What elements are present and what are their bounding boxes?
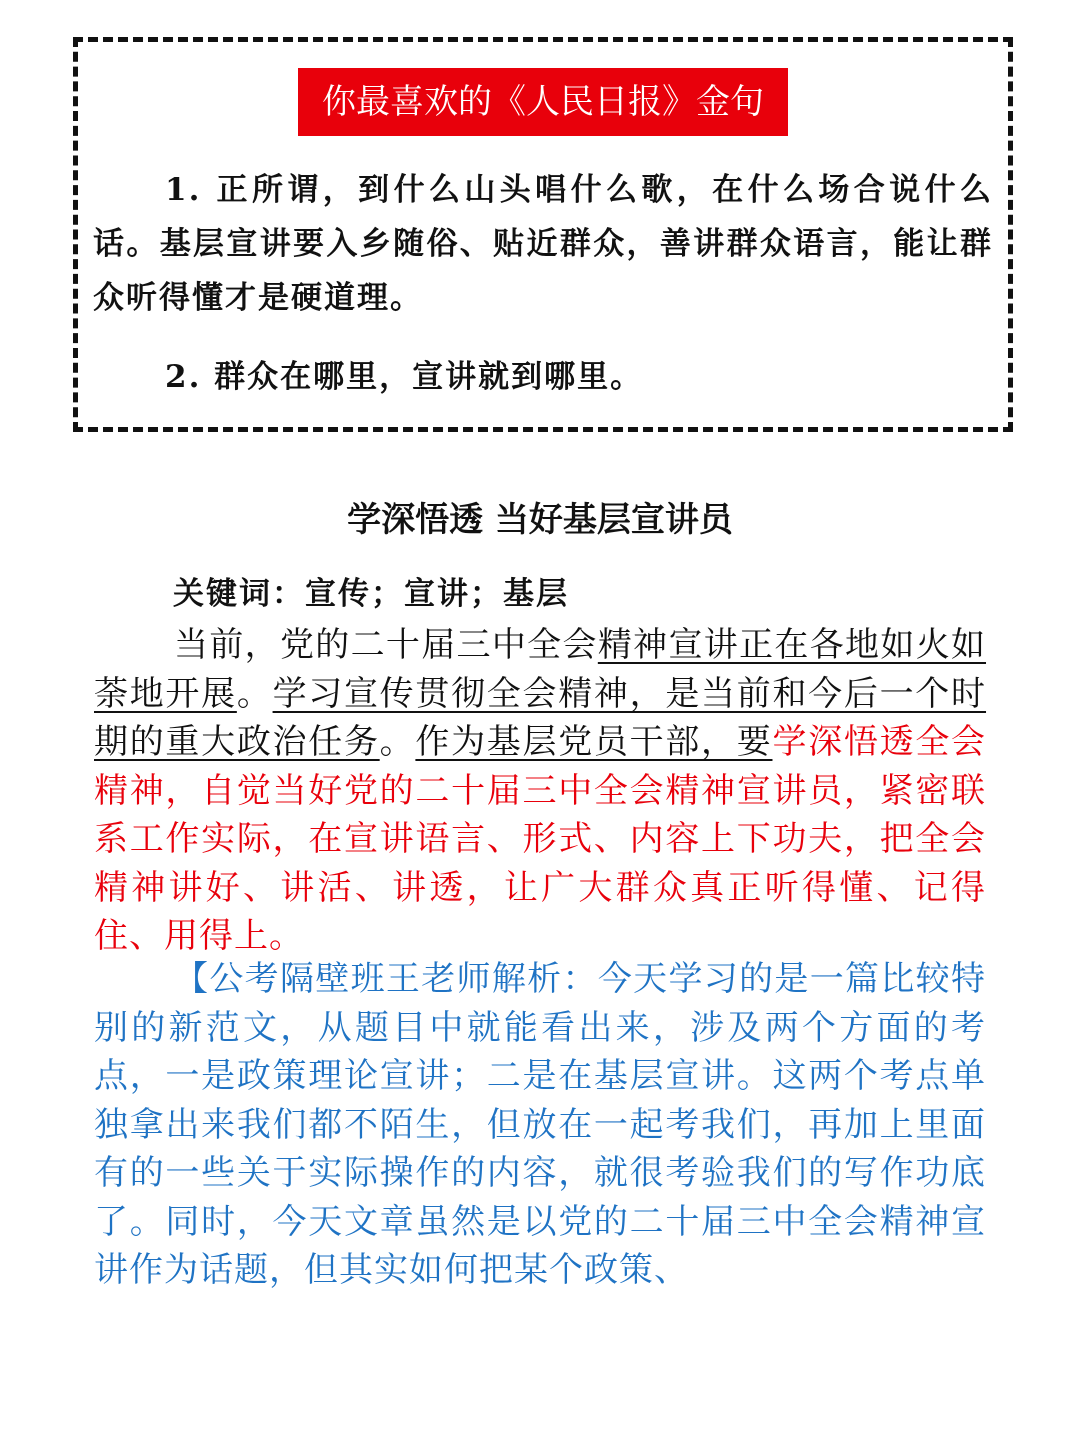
quote-banner: 你最喜欢的《人民日报》金句 — [298, 68, 788, 136]
quote-item-2: 2. 群众在哪里，宣讲就到哪里。 — [165, 359, 644, 395]
analysis-paragraph: 【公考隔壁班王老师解析：今天学习的是一篇比较特别的新范文，从题目中就能看出来，涉及两个方面的考点，一是政策理论宣讲；二是在基层宣讲。这两个考点单独拿出来我们都不陌生，但放在一起考我们，再加上里面有的一些关于实际操作的内容，就很考验我们的写作功底了。同时，今天文章虽然是以党的二十届三中全会精神宣讲作为话题，但其实如何把某个政策、 — [94, 959, 986, 1290]
underlined-phrase-1: 精神宣讲正在各地如火如荼地开展 — [94, 625, 987, 714]
quote-item-1: 1. 正所谓，到什么山头唱什么歌，在什么场合说什么话。基层宣讲要入乡随俗、贴近群众，善讲群众语言，能让群众听得懂才是硬道理。 — [93, 172, 993, 316]
article-keywords: 关键词：宣传；宣讲；基层 — [173, 576, 569, 612]
paragraph-lead: 当前，党的二十届三中全会 — [174, 625, 598, 665]
underlined-phrase-2: 学习宣传贯彻全会精神，是当前和今后一个时期的重大政治任务 — [94, 673, 987, 762]
article-paragraph-1 — [94, 621, 986, 961]
article-title: 学深悟透 当好基层宣讲员 — [347, 500, 733, 540]
underlined-phrase-3: 作为基层党员干部，要 — [415, 722, 773, 762]
red-highlight-text: 学深悟透全会精神，自觉当好党的二十届三中全会精神宣讲员，紧密联系工作实际，在宣讲语言、形式、内容上下功夫，把全会精神讲好、讲活、讲透，让广大群众真正听得懂、记得住、用得上。 — [94, 722, 987, 956]
separator-2: 。 — [379, 722, 416, 762]
separator-1: 。 — [236, 673, 273, 714]
